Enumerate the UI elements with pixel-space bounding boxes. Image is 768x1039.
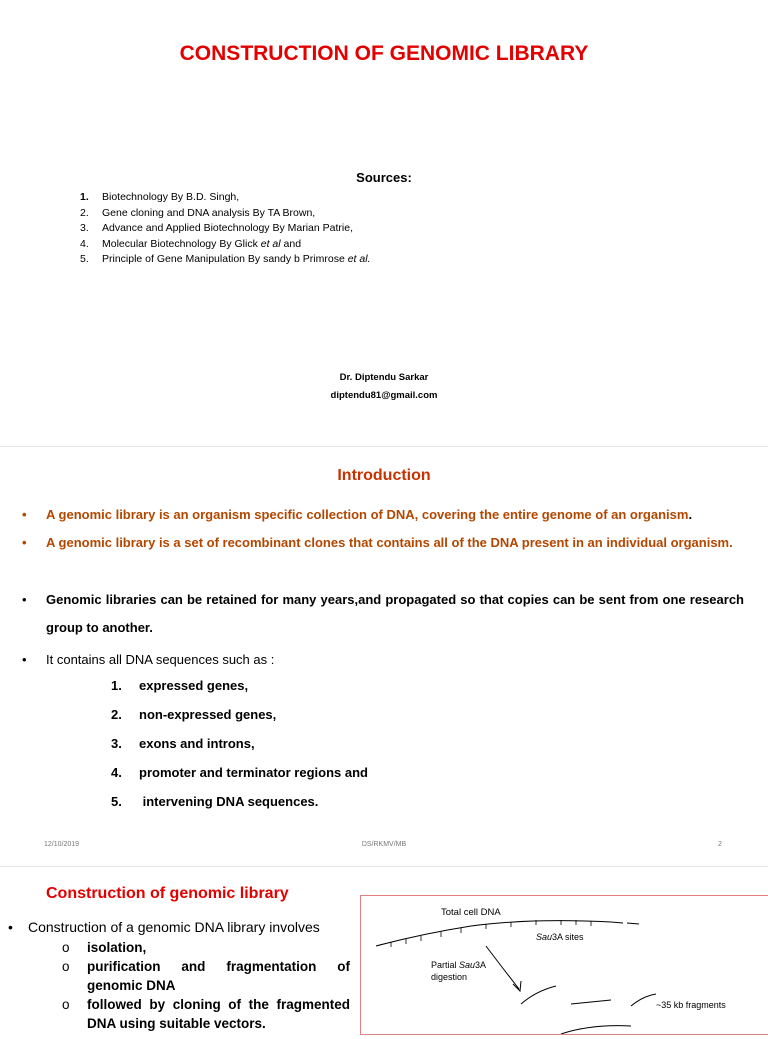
bullet-dot-icon: • xyxy=(22,592,27,607)
slide-title: CONSTRUCTION OF GENOMIC LIBRARY xyxy=(179,42,589,65)
sites-label: Sau3A sites xyxy=(536,932,584,942)
circle-bullet-icon: o xyxy=(62,997,70,1012)
bullet-dot-icon: • xyxy=(22,535,27,550)
fragment xyxy=(571,1000,611,1004)
step-item: o isolation, xyxy=(62,940,147,955)
digestion-label: digestion xyxy=(431,972,468,982)
footer-center: DS/RKMV/MB xyxy=(361,841,407,848)
footer-page-number: 2 xyxy=(718,841,722,848)
list-item: 2. non-expressed genes, xyxy=(111,707,277,722)
construction-slide xyxy=(0,866,768,1031)
list-item: 5. intervening DNA sequences. xyxy=(111,794,319,809)
sources-list xyxy=(80,190,370,268)
dna-strand-dashes xyxy=(611,922,639,924)
list-item: 3. exons and introns, xyxy=(111,736,255,751)
sources-heading: Sources: xyxy=(356,170,412,185)
construction-heading: Construction of genomic library xyxy=(46,885,289,902)
source-item: 5. Principle of Gene Manipulation By sandy b Primrose et al. xyxy=(80,253,371,265)
introduction-heading: Introduction xyxy=(337,467,431,484)
fragments-label: ~35 kb fragments xyxy=(656,1000,726,1010)
step-item: o followed by cloning of the fragmented xyxy=(62,997,350,1012)
library-diagram xyxy=(360,895,768,1035)
source-item: 4. Molecular Biotechnology By Glick et al and xyxy=(80,237,302,250)
bullet-item: • Genomic libraries can be retained for many years,and propagated so that copies can be sent from one research group to another. xyxy=(22,586,744,642)
title-slide xyxy=(0,0,768,445)
step-item-continuation: DNA using suitable vectors. xyxy=(87,1016,266,1031)
author-email[interactable]: diptendu81@gmail.com xyxy=(330,390,438,401)
list-item: 1. expressed genes, xyxy=(111,678,249,693)
step-item-continuation: genomic DNA xyxy=(87,978,176,993)
circle-bullet-icon: o xyxy=(62,940,70,955)
bullet-dot-icon: • xyxy=(8,919,13,935)
author-name: Dr. Diptendu Sarkar xyxy=(339,372,429,383)
bullet-dot-icon: • xyxy=(22,507,27,522)
bullet-item: • It contains all DNA sequences such as : xyxy=(22,646,744,674)
digestion-arrow xyxy=(486,946,519,989)
digestion-diagram-svg xyxy=(361,896,768,1034)
total-dna-label: Total cell DNA xyxy=(441,907,501,918)
source-item: 3. Advance and Applied Biotechnology By Marian Patrie, xyxy=(80,222,353,234)
bullet-item: • A genomic library is an organism specific collection of DNA, covering the entire genome of an organism. xyxy=(22,501,744,529)
author-block xyxy=(0,369,768,405)
list-item: 4. promoter and terminator regions and xyxy=(111,765,368,780)
partial-digestion-label: Partial Sau3A xyxy=(431,960,487,970)
bullet-dot-icon: • xyxy=(22,652,27,667)
introduction-slide xyxy=(0,446,768,867)
fragment xyxy=(631,994,656,1006)
step-item: o purification and fragmentation of xyxy=(62,959,350,974)
fragment xyxy=(521,986,556,1004)
circle-bullet-icon: o xyxy=(62,959,70,974)
footer-date: 12/10/2019 xyxy=(44,841,80,848)
bullet-item: • A genomic library is a set of recombinant clones that contains all of the DNA present in an individual organism. xyxy=(22,529,744,557)
source-item: 2. Gene cloning and DNA analysis By TA Brown, xyxy=(80,206,316,219)
fragment xyxy=(561,1026,631,1034)
source-item: 1. Biotechnology By B.D. Singh, xyxy=(80,191,240,203)
bullet-item: • Construction of a genomic DNA library involves xyxy=(8,919,320,935)
